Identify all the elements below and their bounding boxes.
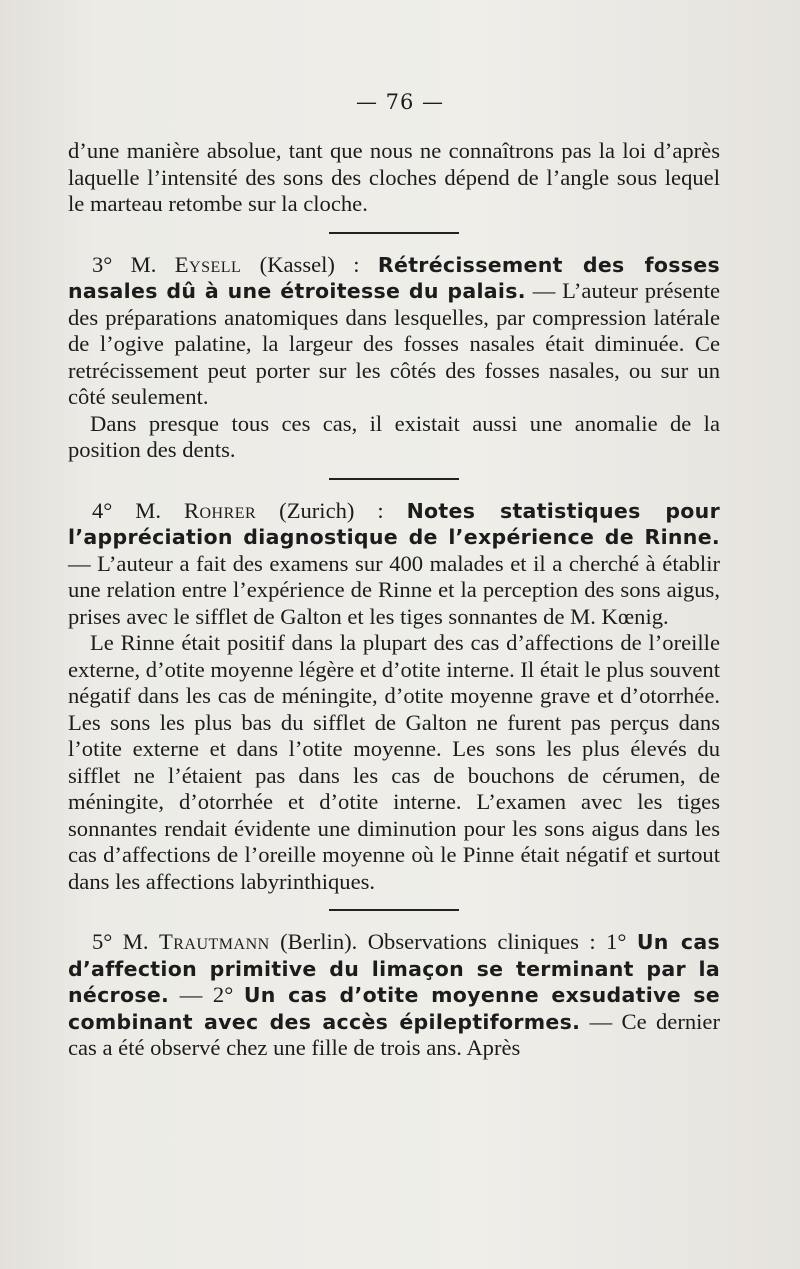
- section-body: — L’auteur a fait des examens sur 400 malades et il a cherché à établir une relation entre l’expérience de Rinne et la perception des sons aigus, prises avec le sifflet de Galton et les tiges sonnantes de M. Kœnig.: [68, 550, 720, 629]
- section-number: 4° M.: [92, 497, 184, 523]
- section-divider: [329, 909, 459, 911]
- author-place: (Berlin). Observations cliniques : 1°: [269, 929, 637, 954]
- section-title-2: Un cas d’otite moyenne exsudative se combinant avec des accès épileptiformes.: [68, 983, 721, 1034]
- section-title: Rétrécissement des fosses nasales dû à une étroitesse du palais.: [68, 252, 720, 303]
- section-divider: [329, 478, 459, 480]
- section-4: [68, 498, 720, 631]
- author-name: Trautmann: [158, 929, 270, 954]
- section-body: — L’auteur présente des préparations anatomiques dans lesquelles, par compression latérale de l’ogive palatine, la largeur des fosses nasales était diminuée. Ce retrécissement peut porter sur les côtés des fosses nasales, ou sur un côté seulement.: [68, 278, 720, 409]
- author-name: Rohrer: [183, 497, 257, 523]
- title-separator: — 2°: [169, 982, 244, 1007]
- section-5: [68, 929, 720, 1062]
- continuation-paragraph: d’une manière absolue, tant que nous ne connaîtrons pas la loi d’après laquelle l’intensité des sons des cloches dépend de l’angle sous lequel le marteau retombe sur la cloche.: [68, 138, 720, 216]
- section-number: 5° M.: [92, 929, 159, 954]
- section-3: [68, 252, 720, 411]
- section-3-paragraph-2: Dans presque tous ces cas, il existait aussi une anomalie de la position des dents.: [68, 410, 720, 462]
- section-4-paragraph-2: Le Rinne était positif dans la plupart des cas d’affections de l’oreille externe, d’otite moyenne légère et d’otite interne. Il était le plus souvent négatif dans les cas de méningite, d’otite moyenne grave et d’otorrhée. Les sons les plus bas du sifflet de Galton ne furent pas perçus dans l’otite externe et dans l’otite moyenne. Les sons les plus élevés du sifflet ne l’étaient pas dans les cas de bouchons de cérumen, de méningite, d’otorrhée et d’otite interne. L’examen avec les tiges sonnantes rendait évidente une diminution pour les sons aigus dans les cas d’affections de l’oreille moyenne où le Pinne était négatif et surtout dans les affections labyrinthiques.: [68, 630, 720, 894]
- section-title: Notes statistiques pour l’appréciation diagnostique de l’expérience de Rinne.: [68, 498, 720, 549]
- section-body: — Ce dernier cas a été observé chez une fille de trois ans. Après: [68, 1008, 720, 1060]
- author-place: (Kassel) :: [241, 251, 378, 277]
- section-number: 3° M.: [92, 251, 175, 277]
- page-body: [68, 138, 720, 1062]
- author-name: Eysell: [174, 251, 242, 277]
- section-title-1: Un cas d’affection primitive du limaçon se terminant par la nécrose.: [68, 930, 720, 1007]
- page-number: — 76 —: [355, 90, 445, 114]
- section-divider: [329, 232, 459, 234]
- author-place: (Zurich) :: [256, 497, 407, 523]
